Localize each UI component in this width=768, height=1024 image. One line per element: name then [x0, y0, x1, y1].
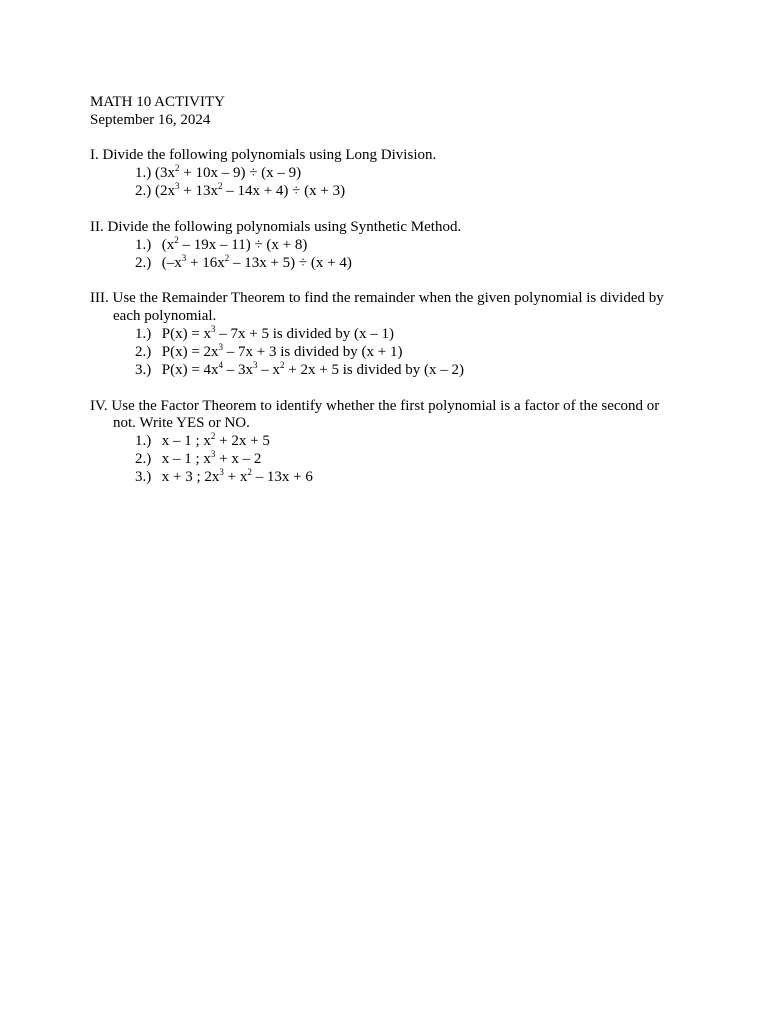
item-expression: $(3x^2 + 10x - 9) \div (x - 9)$ — [155, 163, 302, 181]
section-2-item-1 — [135, 236, 307, 254]
item-number: 2.) — [135, 344, 152, 360]
item-expression: $(2x^3 + 13x^2 - 14x + 4) \div (x + 3)$ — [155, 181, 346, 199]
item-expression: x + 3 ; $2x^3 + x^2 - 13x + 6$ — [161, 467, 313, 485]
section-3-item-1 — [135, 325, 394, 343]
item-number: 2.) — [135, 183, 152, 199]
section-4-heading-cont: not. Write YES or NO. — [113, 415, 250, 431]
item-expression: x – 1 ; $x^2 + 2x + 5$ — [161, 431, 270, 449]
section-4-item-1 — [135, 432, 270, 450]
section-4-item-2 — [135, 450, 261, 468]
item-expression: $P(x) = x^3 - 7x + 5$ is divided by (x – 1) — [161, 324, 394, 342]
section-1-item-1 — [135, 164, 301, 182]
item-expression: $P(x) = 2x^3 - 7x + 3$ is divided by (x + 1) — [161, 342, 403, 360]
document-title: MATH 10 ACTIVITY — [90, 94, 225, 110]
item-number: 1.) — [135, 237, 152, 253]
item-number: 2.) — [135, 451, 152, 467]
section-1-item-2 — [135, 182, 345, 200]
section-1-heading: I. Divide the following polynomials using Long Division. — [90, 147, 437, 163]
item-expression: x – 1 ; $x^3 + x - 2$ — [161, 449, 262, 467]
document-date: September 16, 2024 — [90, 112, 211, 128]
item-number: 2.) — [135, 255, 152, 271]
section-4-heading: IV. Use the Factor Theorem to identify whether the first polynomial is a factor of the second or — [90, 398, 660, 414]
section-3-item-2 — [135, 343, 402, 361]
item-number: 3.) — [135, 469, 152, 485]
item-expression: $(-x^3 + 16x^2 - 13x + 5) \div (x + 4)$ — [161, 253, 352, 271]
section-3-heading-cont: each polynomial. — [113, 308, 217, 324]
item-number: 1.) — [135, 326, 152, 342]
item-number: 3.) — [135, 362, 152, 378]
section-2-heading: II. Divide the following polynomials using Synthetic Method. — [90, 219, 462, 235]
section-2-item-2 — [135, 254, 352, 272]
item-expression: $P(x) = 4x^4 - 3x^3 - x^2 + 2x + 5$ is divided by (x – 2) — [161, 360, 464, 378]
item-expression: $(x^2 - 19x - 11) \div (x + 8)$ — [161, 235, 308, 253]
item-number: 1.) — [135, 433, 152, 449]
section-3-heading: III. Use the Remainder Theorem to find the remainder when the given polynomial is divided by — [90, 290, 664, 306]
section-4-item-3 — [135, 468, 313, 486]
section-3-item-3 — [135, 361, 464, 379]
item-number: 1.) — [135, 165, 152, 181]
